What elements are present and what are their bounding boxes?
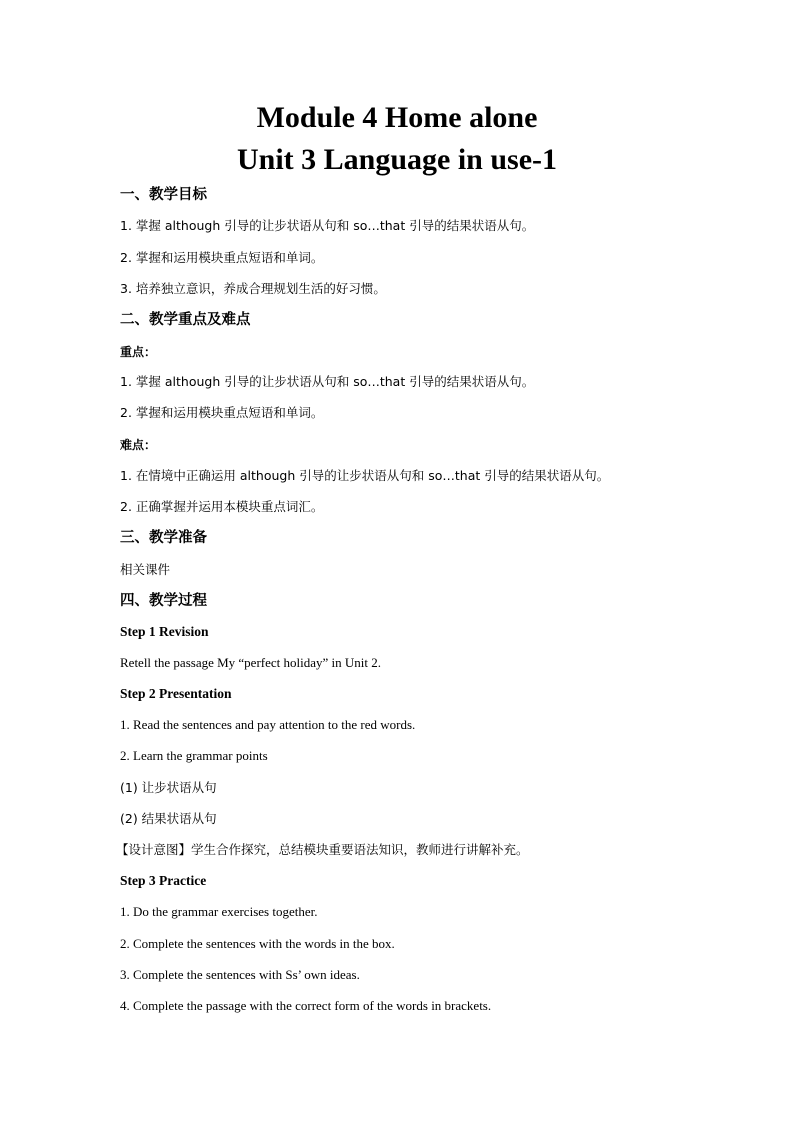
key-points-label: 重点： [120, 345, 157, 359]
design-intent-note: 【设计意图】学生合作探究，总结模块重要语法知识，教师进行讲解补充。 [116, 842, 529, 857]
key-point-item: 2. 掌握和运用模块重点短语和单词。 [120, 405, 324, 420]
document-title: Module 4 Home alone [256, 101, 538, 134]
difficult-point-item: 1. 在情境中正确运用 although 引导的让步状语从句和 so…that 引导的结果状语从句。 [120, 468, 610, 483]
section-heading-procedure: 四、教学过程 [120, 593, 207, 609]
step-2-title: Step 2 Presentation [120, 686, 232, 701]
preparation-content: 相关课件 [120, 562, 171, 577]
section-heading-key-points: 二、教学重点及难点 [120, 312, 251, 328]
step-2-item: (2) 结果状语从句 [120, 811, 217, 826]
objective-item: 2. 掌握和运用模块重点短语和单词。 [120, 250, 324, 265]
step-3-item: 2. Complete the sentences with the words in the box. [120, 936, 395, 951]
section-heading-objectives: 一、教学目标 [120, 187, 207, 203]
document-subtitle: Unit 3 Language in use-1 [236, 143, 558, 176]
objective-item: 3. 培养独立意识，养成合理规划生活的好习惯。 [120, 281, 386, 296]
step-3-title: Step 3 Practice [120, 873, 207, 888]
step-3-item: 3. Complete the sentences with Ss’ own ideas. [120, 967, 360, 982]
section-heading-preparation: 三、教学准备 [120, 530, 207, 546]
step-2-item: (1) 让步状语从句 [120, 780, 217, 795]
step-3-item: 4. Complete the passage with the correct form of the words in brackets. [120, 998, 492, 1013]
step-1-title: Step 1 Revision [120, 624, 209, 639]
key-point-item: 1. 掌握 although 引导的让步状语从句和 so…that 引导的结果状语从句。 [120, 374, 535, 389]
difficult-points-label: 难点： [120, 438, 157, 452]
step-2-item: 2. Learn the grammar points [120, 748, 268, 763]
difficult-point-item: 2. 正确掌握并运用本模块重点词汇。 [120, 499, 324, 514]
step-1-content: Retell the passage My “perfect holiday” in Unit 2. [120, 655, 382, 670]
step-3-item: 1. Do the grammar exercises together. [120, 904, 318, 919]
step-2-item: 1. Read the sentences and pay attention to the red words. [120, 717, 416, 732]
objective-item: 1. 掌握 although 引导的让步状语从句和 so…that 引导的结果状语从句。 [120, 218, 535, 233]
